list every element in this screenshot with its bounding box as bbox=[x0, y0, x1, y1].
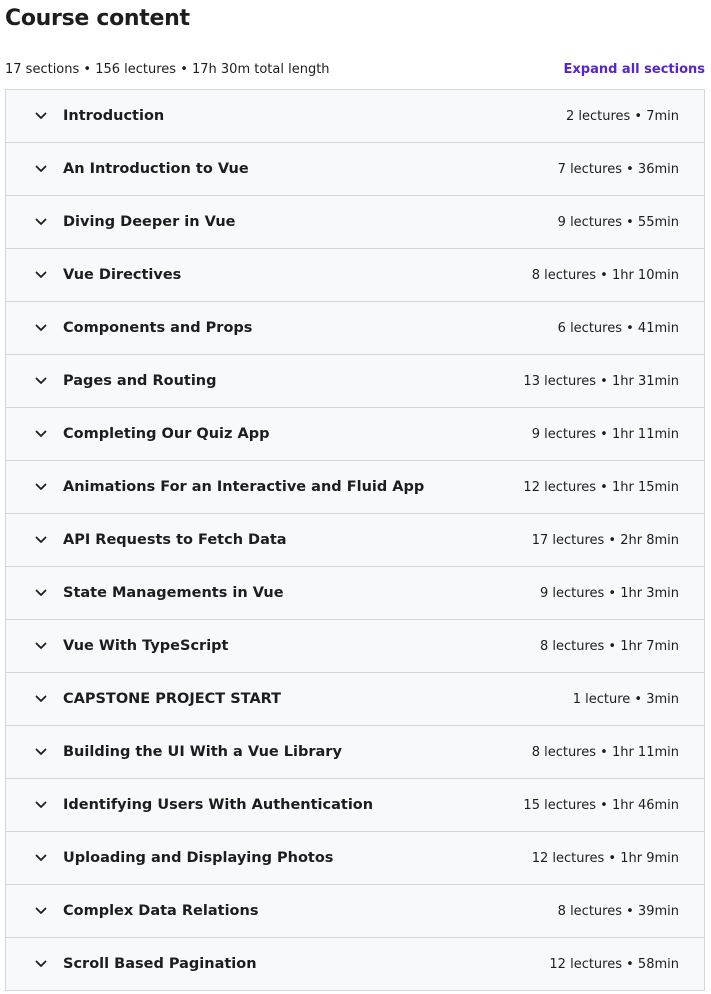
section-title: Vue With TypeScript bbox=[63, 638, 229, 654]
chevron-down-icon bbox=[34, 639, 48, 653]
section-title: CAPSTONE PROJECT START bbox=[63, 691, 282, 707]
section-meta: 8 lectures • 1hr 11min bbox=[531, 744, 679, 760]
section-title: API Requests to Fetch Data bbox=[63, 532, 287, 548]
section-meta: 9 lectures • 55min bbox=[557, 214, 679, 230]
section-meta: 6 lectures • 41min bbox=[557, 320, 679, 336]
section-row-11[interactable] bbox=[6, 620, 704, 673]
section-title: State Managements in Vue bbox=[63, 585, 284, 601]
section-title: An Introduction to Vue bbox=[63, 161, 249, 177]
chevron-down-icon bbox=[34, 533, 48, 547]
section-title: Vue Directives bbox=[63, 267, 182, 283]
section-row-10[interactable] bbox=[6, 567, 704, 620]
section-meta: 1 lecture • 3min bbox=[572, 691, 679, 707]
section-row-9[interactable] bbox=[6, 514, 704, 567]
section-title: Components and Props bbox=[63, 320, 253, 336]
chevron-down-icon bbox=[34, 957, 48, 971]
section-row-15[interactable] bbox=[6, 832, 704, 885]
section-meta: 9 lectures • 1hr 11min bbox=[531, 426, 679, 442]
chevron-down-icon bbox=[34, 692, 48, 706]
chevron-down-icon bbox=[34, 480, 48, 494]
page-title: Course content bbox=[5, 6, 190, 31]
chevron-down-icon bbox=[34, 374, 48, 388]
section-title: Animations For an Interactive and Fluid App bbox=[63, 479, 425, 495]
section-row-13[interactable] bbox=[6, 726, 704, 779]
chevron-down-icon bbox=[34, 162, 48, 176]
chevron-down-icon bbox=[34, 904, 48, 918]
section-row-14[interactable] bbox=[6, 779, 704, 832]
section-meta: 9 lectures • 1hr 3min bbox=[539, 585, 679, 601]
chevron-down-icon bbox=[34, 798, 48, 812]
section-meta: 12 lectures • 58min bbox=[549, 956, 679, 972]
chevron-down-icon bbox=[34, 321, 48, 335]
section-title: Identifying Users With Authentication bbox=[63, 797, 374, 813]
section-meta: 13 lectures • 1hr 31min bbox=[523, 373, 679, 389]
section-row-2[interactable] bbox=[6, 143, 704, 196]
section-row-17[interactable] bbox=[6, 938, 704, 991]
section-meta: 8 lectures • 1hr 10min bbox=[531, 267, 679, 283]
section-row-1[interactable] bbox=[6, 90, 704, 143]
section-title: Uploading and Displaying Photos bbox=[63, 850, 334, 866]
section-row-7[interactable] bbox=[6, 408, 704, 461]
section-meta: 12 lectures • 1hr 9min bbox=[531, 850, 679, 866]
chevron-down-icon bbox=[34, 851, 48, 865]
section-row-6[interactable] bbox=[6, 355, 704, 408]
expand-all-sections-button[interactable]: Expand all sections bbox=[563, 61, 705, 77]
section-meta: 8 lectures • 1hr 7min bbox=[539, 638, 679, 654]
section-row-5[interactable] bbox=[6, 302, 704, 355]
section-title: Scroll Based Pagination bbox=[63, 956, 257, 972]
chevron-down-icon bbox=[34, 745, 48, 759]
section-meta: 2 lectures • 7min bbox=[565, 108, 679, 124]
chevron-down-icon bbox=[34, 586, 48, 600]
chevron-down-icon bbox=[34, 215, 48, 229]
section-row-12[interactable] bbox=[6, 673, 704, 726]
section-meta: 15 lectures • 1hr 46min bbox=[523, 797, 679, 813]
section-title: Building the UI With a Vue Library bbox=[63, 744, 342, 760]
section-title: Completing Our Quiz App bbox=[63, 426, 270, 442]
sections-list bbox=[5, 89, 705, 991]
chevron-down-icon bbox=[34, 268, 48, 282]
section-title: Complex Data Relations bbox=[63, 903, 259, 919]
course-summary: 17 sections • 156 lectures • 17h 30m total length bbox=[5, 61, 330, 77]
section-meta: 17 lectures • 2hr 8min bbox=[531, 532, 679, 548]
section-title: Pages and Routing bbox=[63, 373, 217, 389]
course-meta-row bbox=[5, 58, 705, 80]
chevron-down-icon bbox=[34, 427, 48, 441]
section-row-3[interactable] bbox=[6, 196, 704, 249]
chevron-down-icon bbox=[34, 109, 48, 123]
section-title: Diving Deeper in Vue bbox=[63, 214, 236, 230]
section-row-16[interactable] bbox=[6, 885, 704, 938]
section-meta: 12 lectures • 1hr 15min bbox=[523, 479, 679, 495]
section-row-8[interactable] bbox=[6, 461, 704, 514]
section-row-4[interactable] bbox=[6, 249, 704, 302]
section-title: Introduction bbox=[63, 108, 165, 124]
section-meta: 7 lectures • 36min bbox=[557, 161, 679, 177]
section-meta: 8 lectures • 39min bbox=[557, 903, 679, 919]
